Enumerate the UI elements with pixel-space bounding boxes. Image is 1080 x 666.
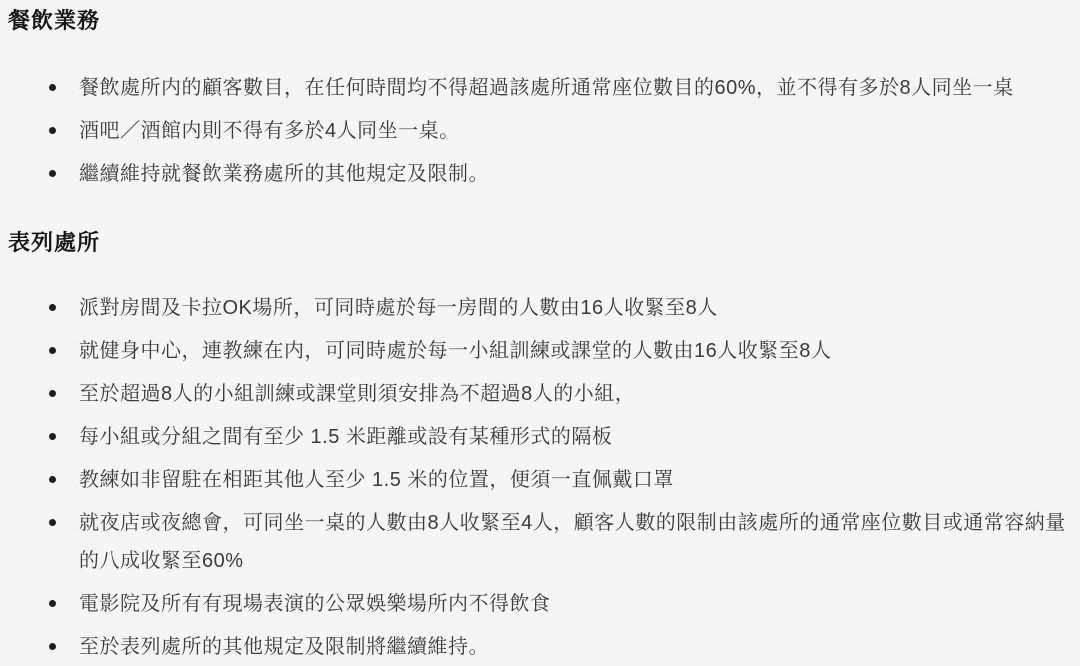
list-item: 每小組或分組之間有至少 1.5 米距離或設有某種形式的隔板 — [8, 418, 1066, 456]
list-item: 就健身中心，連教練在内，可同時處於每一小組訓練或課堂的人數由16人收緊至8人 — [8, 332, 1066, 370]
list-item: 餐飲處所内的顧客數目，在任何時間均不得超過該處所通常座位數目的60%，並不得有多於8人同坐一桌 — [8, 69, 1066, 107]
list-item: 至於表列處所的其他規定及限制將繼續維持。 — [8, 628, 1066, 666]
scheduled-premises-bullet-list — [8, 289, 1066, 666]
section-title-scheduled-premises: 表列處所 — [8, 230, 101, 255]
list-item: 酒吧／酒館内則不得有多於4人同坐一桌。 — [8, 112, 1066, 150]
section-title-catering: 餐飲業務 — [8, 8, 101, 33]
list-item: 電影院及所有有現場表演的公眾娛樂場所内不得飲食 — [8, 585, 1066, 623]
list-item: 繼續維持就餐飲業務處所的其他規定及限制。 — [8, 155, 1066, 193]
catering-bullet-list — [8, 69, 1066, 193]
list-item: 至於超過8人的小組訓練或課堂則須安排為不超過8人的小組， — [8, 375, 1066, 413]
list-item: 就夜店或夜總會，可同坐一桌的人數由8人收緊至4人，顧客人數的限制由該處所的通常座位數目或通常容納量的八成收緊至60% — [8, 504, 1066, 580]
list-item: 教練如非留駐在相距其他人至少 1.5 米的位置，便須一直佩戴口罩 — [8, 461, 1066, 499]
list-item: 派對房間及卡拉OK場所，可同時處於每一房間的人數由16人收緊至8人 — [8, 289, 1066, 327]
